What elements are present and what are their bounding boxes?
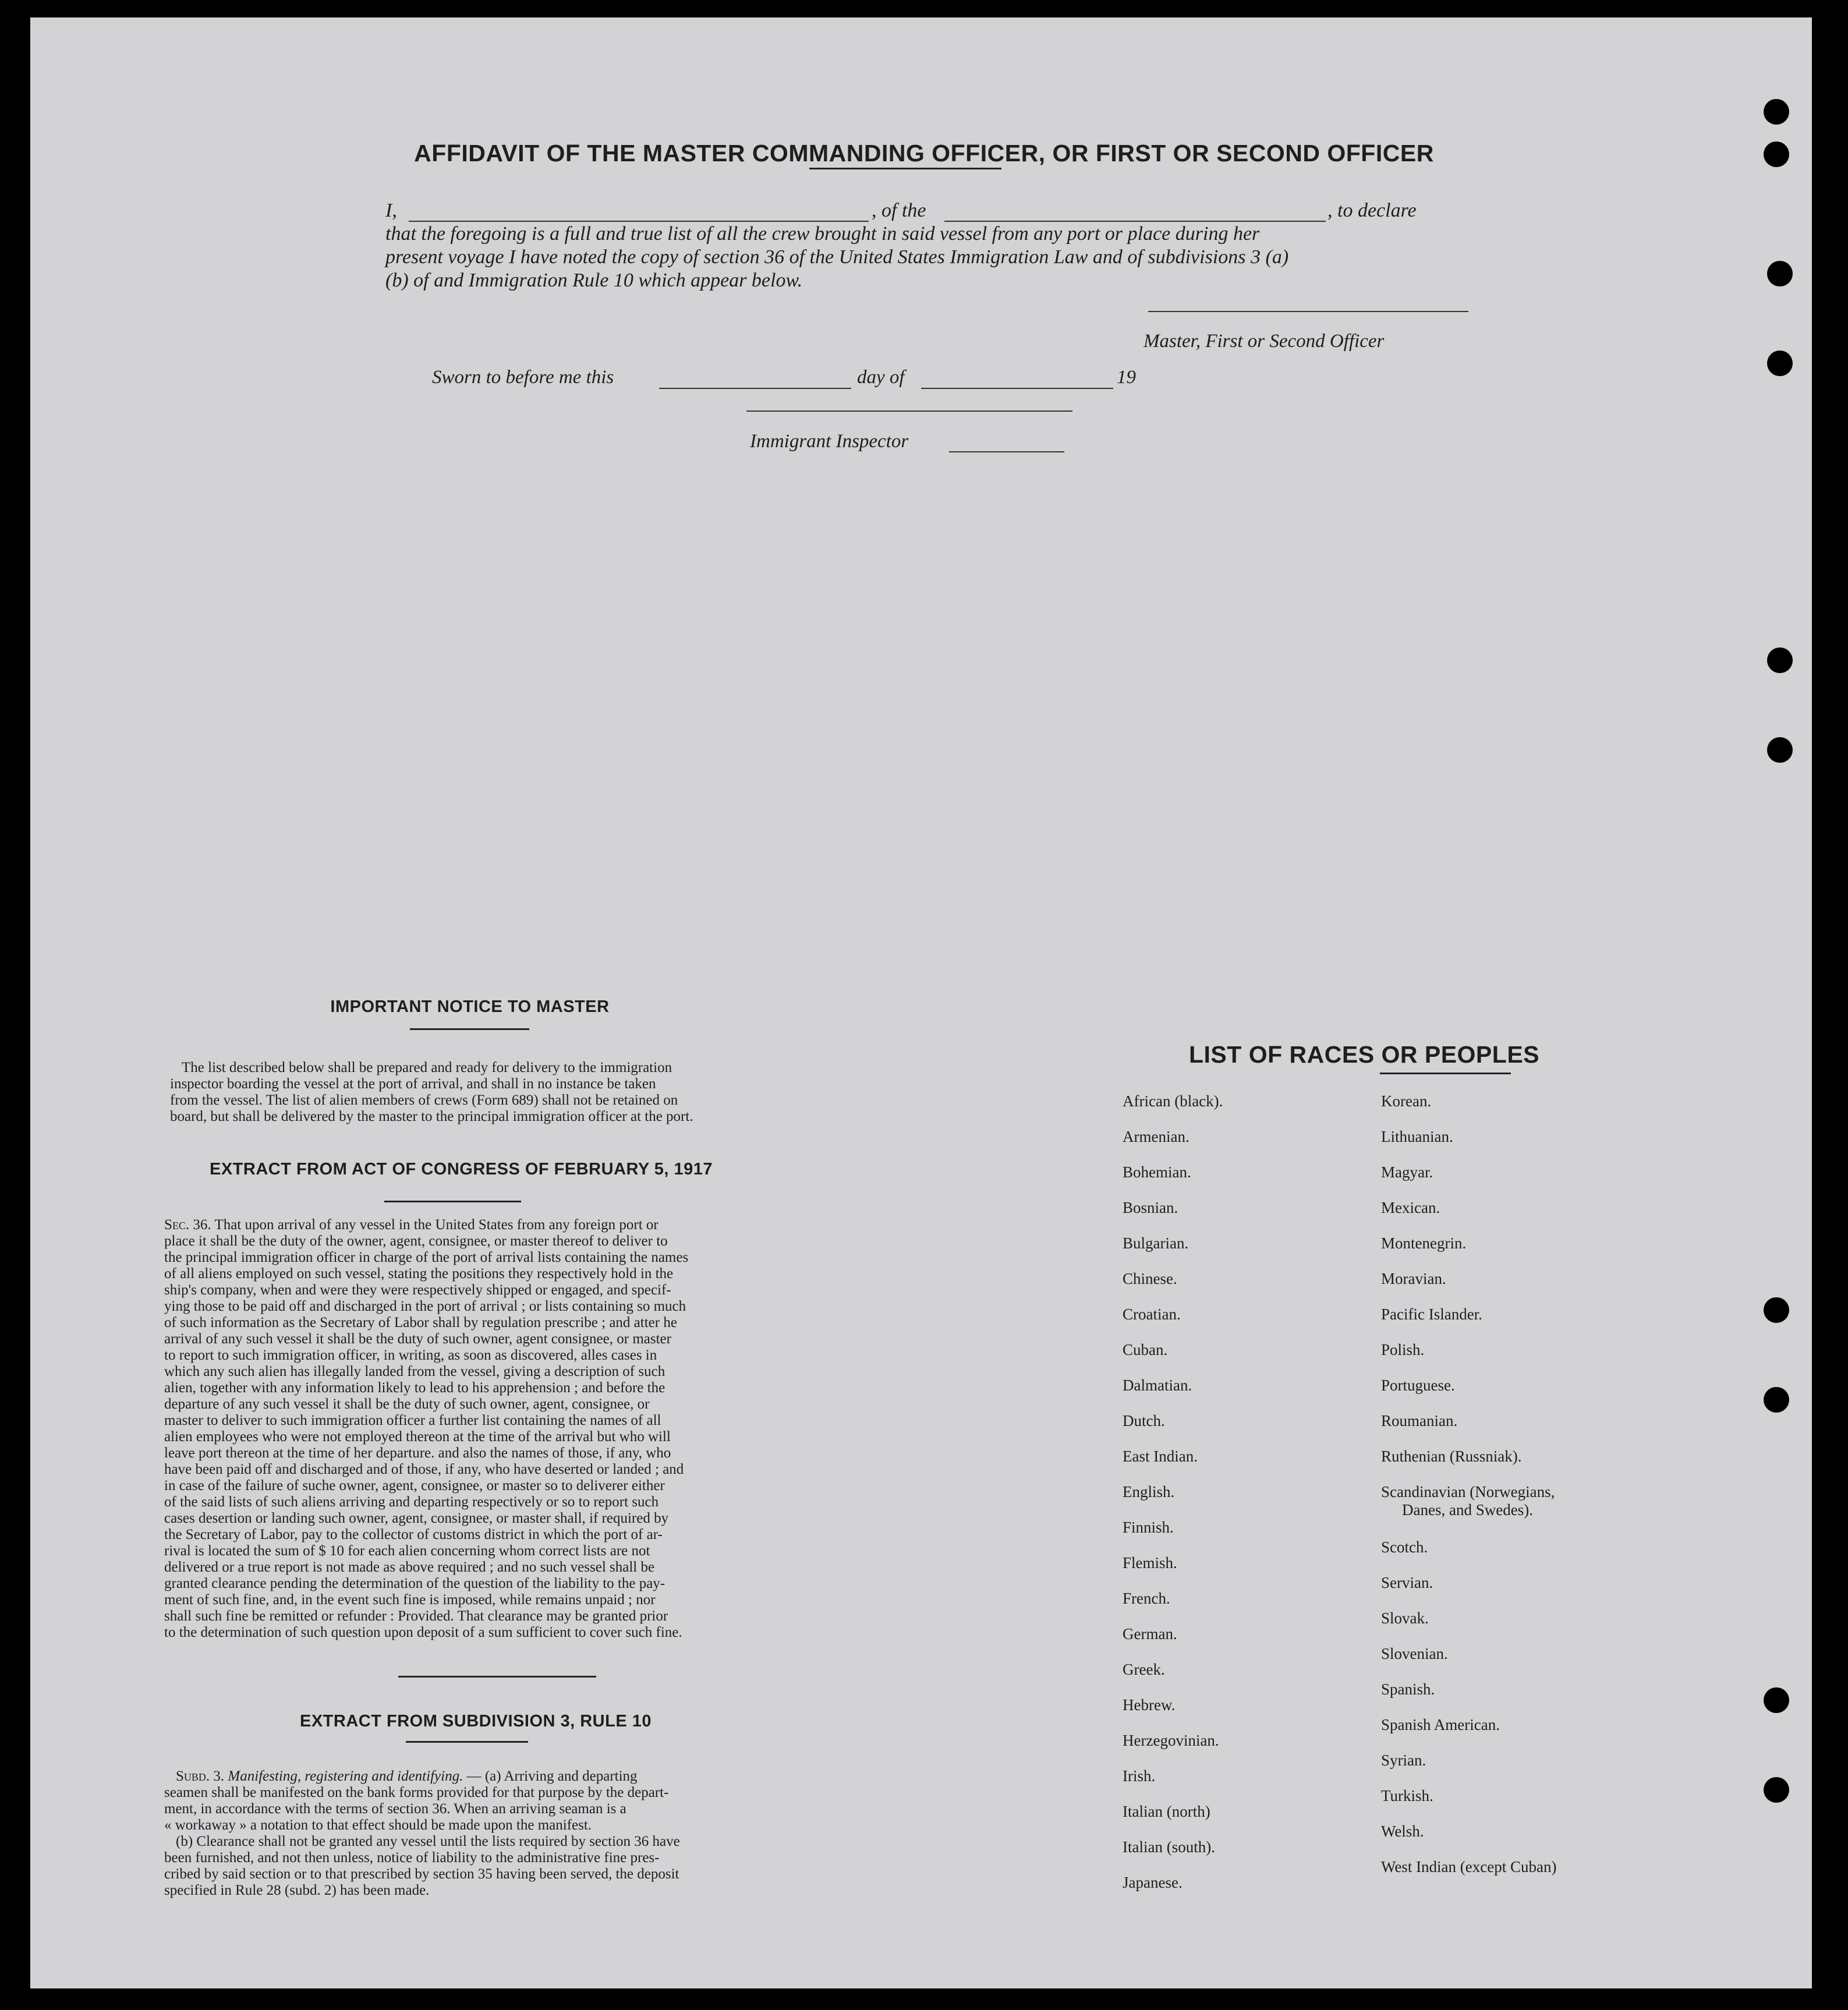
rule-title: EXTRACT FROM SUBDIVISION 3, RULE 10 (299, 1712, 652, 1731)
race-item: Bohemian. (1123, 1163, 1191, 1181)
act-line: have been paid off and discharged and of those, if any, who have deserted or landed ; and (164, 1462, 684, 1477)
act-line: arrival of any such vessel it shall be the duty of such owner, agent consignee, or master (164, 1331, 671, 1347)
day-of-label: day of (857, 367, 905, 388)
affidavit-line-3: present voyage I have noted the copy of section 36 of the United States Immigration Law and of subdivisions 3 (a) (385, 246, 1289, 268)
act-line: to the determination of such question upon deposit of a sum sufficient to cover such fine. (164, 1625, 682, 1640)
rule-line (164, 1768, 840, 1785)
rule-text (164, 1768, 840, 1899)
race-item: Spanish American. (1381, 1716, 1500, 1733)
race-item: Slovak. (1381, 1609, 1429, 1627)
act-line: alien, together with any information likely to lead to his apprehension ; and before the (164, 1380, 665, 1396)
punch-hole (1764, 1687, 1789, 1713)
subd-label: Subd. 3. (176, 1768, 225, 1784)
race-item: Moravian. (1381, 1270, 1446, 1287)
race-item: Croatian. (1123, 1305, 1181, 1323)
act-line: to report to such immigration officer, in writing, as soon as discovered, alles cases in (164, 1347, 657, 1363)
act-line: alien employees who were not employed thereon at the time of the arrival but who will (164, 1429, 671, 1445)
race-item: Scandinavian (Norwegians, (1381, 1483, 1555, 1501)
rule-line: been furnished, and not then unless, notice of liability to the administrative fine pres- (164, 1850, 660, 1866)
race-item: German. (1123, 1625, 1177, 1643)
race-item: Mexican. (1381, 1199, 1440, 1216)
form-page (30, 17, 1812, 1988)
title-underline (809, 168, 1001, 169)
race-item: Turkish. (1381, 1787, 1433, 1804)
race-item: Flemish. (1123, 1554, 1177, 1572)
rule-line: seamen shall be manifested on the bank forms provided for that purpose by the depart- (164, 1785, 669, 1800)
rule-line: « workaway » a notation to that effect should be made upon the manifest. (164, 1817, 592, 1833)
race-item: Danes, and Swedes). (1402, 1501, 1533, 1519)
rule-line: specified in Rule 28 (subd. 2) has been made. (164, 1882, 430, 1898)
race-item: Pacific Islander. (1381, 1305, 1482, 1323)
affidavit-line-4: (b) of and Immigration Rule 10 which appear below. (385, 270, 803, 291)
race-item: Welsh. (1381, 1823, 1424, 1840)
notice-title: IMPORTANT NOTICE TO MASTER (330, 997, 610, 1016)
act-line: departure of any such vessel it shall be the duty of such owner, agent, consignee, or (164, 1396, 650, 1412)
inspector-label: Immigrant Inspector (750, 431, 909, 452)
race-item: Magyar. (1381, 1163, 1433, 1181)
race-item: Dalmatian. (1123, 1376, 1192, 1394)
act-line-text: That upon arrival of any vessel in the United States from any foreign port or (214, 1217, 659, 1233)
punch-hole (1764, 1387, 1789, 1413)
notice-line: The list described below shall be prepared and ready for delivery to the immigration (182, 1060, 672, 1075)
race-item: Dutch. (1123, 1412, 1165, 1429)
race-item: Italian (south). (1123, 1838, 1215, 1856)
race-item: Polish. (1381, 1341, 1425, 1358)
rule-title-underline (406, 1741, 528, 1743)
race-item: Servian. (1381, 1574, 1433, 1591)
year-prefix-label: 19 (1117, 367, 1136, 388)
act-title-underline (384, 1201, 521, 1202)
rule-line-text: — (a) Arriving and departing (466, 1768, 638, 1784)
inspector-signature-line (746, 411, 1072, 412)
notice-line: from the vessel. The list of alien members of crews (Form 689) shall not be retained on (170, 1092, 678, 1108)
inspector-label-underline (949, 451, 1064, 452)
act-line: which any such alien has illegally landed from the vessel, giving a description of such (164, 1364, 665, 1379)
rule-line: (b) Clearance shall not be granted any vessel until the lists required by section 36 have (176, 1834, 680, 1849)
race-item: Italian (north) (1123, 1803, 1210, 1820)
race-item: Scotch. (1381, 1538, 1428, 1556)
race-item: French. (1123, 1590, 1170, 1607)
races-title-underline (1380, 1073, 1511, 1074)
notice-line: inspector boarding the vessel at the port of arrival, and shall in no instance be taken (170, 1076, 656, 1092)
act-line: of the said lists of such aliens arriving and departing respectively or so to report such (164, 1494, 659, 1510)
master-signature-label: Master, First or Second Officer (1144, 331, 1385, 352)
race-item: Syrian. (1381, 1751, 1426, 1769)
affidavit-line-2: that the foregoing is a full and true list of all the crew brought in said vessel from any port or place during her (385, 223, 1260, 245)
race-item: Bosnian. (1123, 1199, 1178, 1216)
act-line: ying those to be paid off and discharged in the port of arrival ; or lists containing so much (164, 1298, 686, 1314)
act-line: cases desertion or landing such owner, agent, consignee, or master shall, if required by (164, 1510, 669, 1526)
act-line: leave port thereon at the time of her departure. and also the names of those, if any, who (164, 1445, 671, 1461)
punch-hole (1764, 1777, 1789, 1803)
act-line: the Secretary of Labor, pay to the collector of customs district in which the port of ar- (164, 1527, 663, 1542)
race-item: Spanish. (1381, 1680, 1435, 1698)
race-item: Hebrew. (1123, 1696, 1176, 1714)
act-text (164, 1217, 840, 1641)
race-item: Roumanian. (1381, 1412, 1458, 1429)
act-title: EXTRACT FROM ACT OF CONGRESS OF FEBRUARY 5, 1917 (209, 1160, 713, 1179)
act-line: granted clearance pending the determination of the question of the liability to the pay- (164, 1576, 665, 1591)
act-line: shall such fine be remitted or refunder : Provided. That clearance may be granted prior (164, 1608, 668, 1624)
race-item: Slovenian. (1381, 1645, 1448, 1662)
races-title: LIST OF RACES OR PEOPLES (1189, 1041, 1540, 1068)
of-the-label: , of the (872, 200, 926, 221)
to-declare-label: , to declare (1327, 200, 1417, 221)
affidavit-line-1 (385, 200, 1489, 222)
punch-hole (1767, 737, 1793, 763)
act-line: ment of such fine, and, in the event such fine is imposed, while remains unpaid ; nor (164, 1592, 656, 1608)
act-line: place it shall be the duty of the owner, agent, consignee, or master thereof to deliver to (164, 1233, 668, 1249)
master-signature-line (1148, 311, 1468, 312)
act-line: delivered or a true report is not made as above required ; and no such vessel shall be (164, 1559, 655, 1575)
race-item: East Indian. (1123, 1448, 1198, 1465)
act-line: rival is located the sum of $ 10 for each alien concerning whom correct lists are not (164, 1543, 650, 1559)
officer-name-blank (409, 221, 869, 222)
race-item: Korean. (1381, 1092, 1432, 1110)
race-item: Greek. (1123, 1661, 1165, 1678)
race-item: Lithuanian. (1381, 1128, 1453, 1145)
race-item: West Indian (except Cuban) (1381, 1858, 1557, 1875)
race-item: African (black). (1123, 1092, 1223, 1110)
race-item: Irish. (1123, 1767, 1156, 1785)
race-item: English. (1123, 1483, 1175, 1501)
sworn-month-blank (921, 388, 1113, 389)
act-end-rule (398, 1676, 596, 1678)
race-item: Montenegrin. (1381, 1234, 1467, 1252)
race-item: Portuguese. (1381, 1376, 1455, 1394)
race-item: Armenian. (1123, 1128, 1189, 1145)
vessel-name-blank (944, 221, 1326, 222)
punch-hole (1764, 1297, 1789, 1323)
subd-heading: Manifesting, registering and identifying. (228, 1768, 463, 1784)
race-item: Cuban. (1123, 1341, 1168, 1358)
sec-label: Sec. 36. (164, 1217, 211, 1233)
rule-line: cribed by said section or to that prescribed by section 35 having been served, the deposit (164, 1866, 679, 1882)
punch-hole (1767, 647, 1793, 673)
sworn-day-blank (659, 388, 851, 389)
affidavit-i-label: I, (385, 200, 397, 221)
act-line: in case of the failure of suche owner, agent, consignee, or master so to deliverer either (164, 1478, 665, 1494)
rule-line: ment, in accordance with the terms of section 36. When an arriving seaman is a (164, 1801, 626, 1817)
punch-hole (1764, 99, 1789, 125)
affidavit-title: AFFIDAVIT OF THE MASTER COMMANDING OFFICER, OR FIRST OR SECOND OFFICER (414, 140, 1434, 167)
act-line: master to deliver to such immigration officer a further list containing the names of all (164, 1413, 661, 1428)
act-line (164, 1217, 840, 1233)
race-item: Bulgarian. (1123, 1234, 1189, 1252)
act-line: ship's company, when and were they were respectively shipped or engaged, and specif- (164, 1282, 671, 1298)
act-line: of all aliens employed on such vessel, stating the positions they respectively hold in the (164, 1266, 674, 1282)
sworn-label: Sworn to before me this (432, 367, 614, 388)
race-item: Finnish. (1123, 1519, 1174, 1536)
race-item: Ruthenian (Russniak). (1381, 1448, 1522, 1465)
race-item: Herzegovinian. (1123, 1732, 1219, 1749)
punch-hole (1767, 261, 1793, 286)
act-line: of such information as the Secretary of Labor shall by regulation prescribe ; and atter he (164, 1315, 677, 1330)
punch-hole (1767, 351, 1793, 376)
notice-title-underline (410, 1028, 529, 1030)
act-line: the principal immigration officer in charge of the port of arrival lists containing the names (164, 1250, 689, 1265)
notice-text (170, 1060, 840, 1125)
notice-line: board, but shall be delivered by the master to the principal immigration officer at the port. (170, 1109, 693, 1124)
race-item: Chinese. (1123, 1270, 1177, 1287)
race-item: Japanese. (1123, 1874, 1183, 1891)
